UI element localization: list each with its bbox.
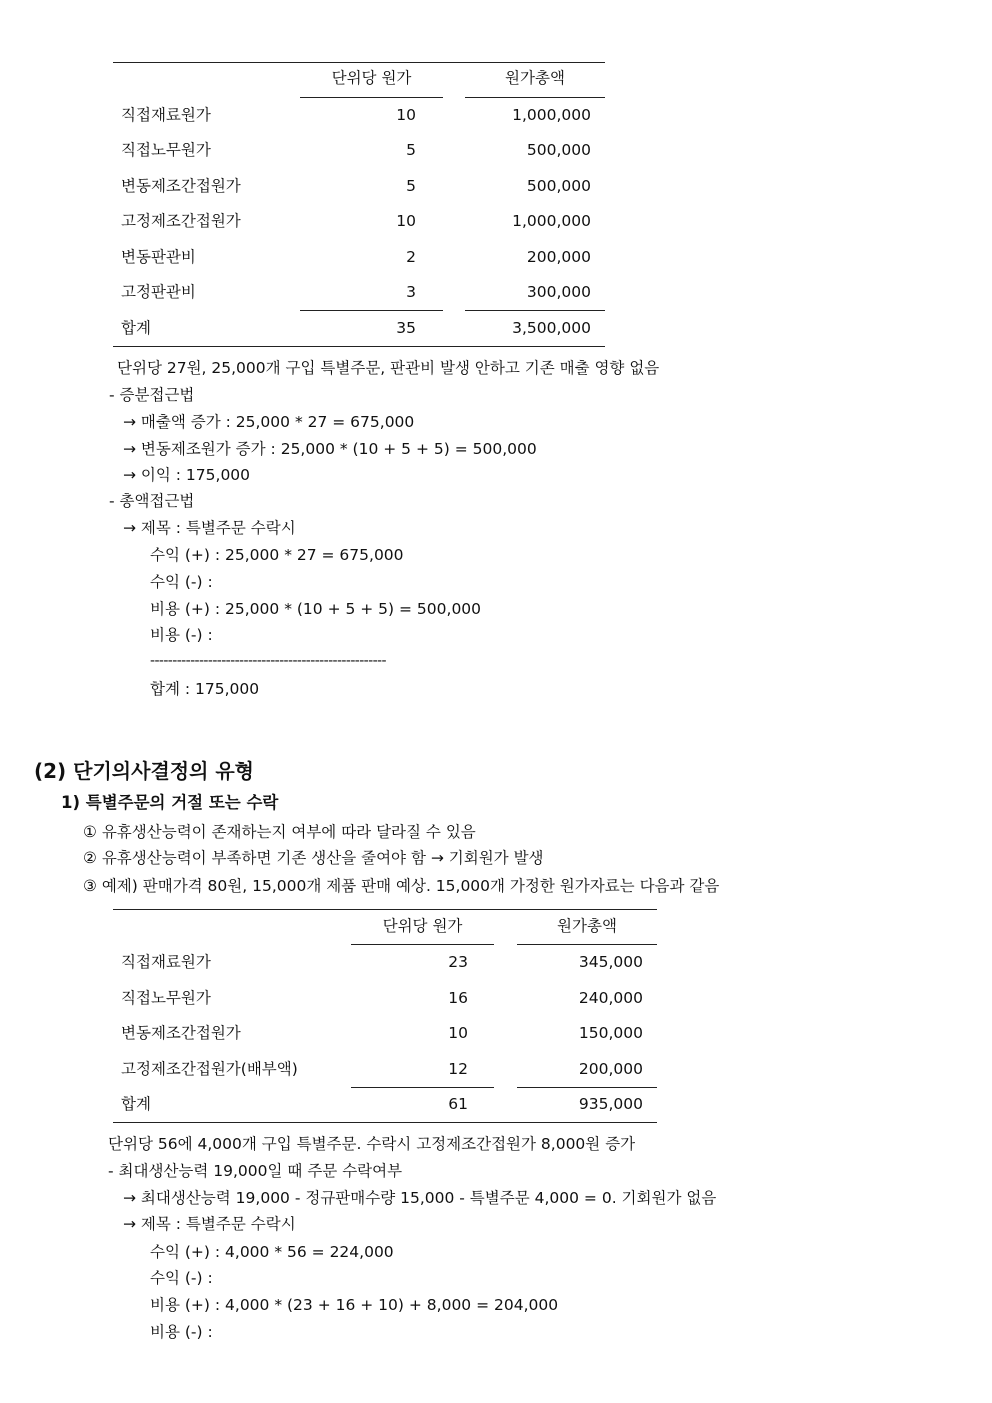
total-line-5: 비용 (-) : (150, 626, 213, 644)
dashed-separator: ----------------------------------------------------- (150, 653, 386, 669)
row-label: 고정제조간접원가 (121, 212, 241, 230)
sum-overline-total (517, 1087, 657, 1088)
row-label: 변동제조간접원가 (121, 177, 241, 195)
row-unit-cost: 5 (406, 141, 416, 159)
row-label: 변동제조간접원가 (121, 1024, 241, 1042)
special-order-intro: 단위당 27원, 25,000개 구입 특별주문, 판관비 발생 안하고 기존 매출 영향 없음 (117, 359, 660, 377)
row-label: 직접재료원가 (121, 953, 211, 971)
row-total-cost: 500,000 (526, 141, 591, 159)
total-line-6: 합계 : 175,000 (150, 680, 260, 698)
total-line-3: 수익 (-) : (150, 573, 213, 591)
incremental-line-1: → 매출액 증가 : 25,000 * 27 = 675,000 (123, 413, 415, 431)
row-label: 직접노무원가 (121, 989, 211, 1007)
column-header-unit-cost: 단위당 원가 (331, 69, 412, 87)
list-item-1: ① 유휴생산능력이 존재하는지 여부에 따라 달라질 수 있음 (83, 823, 476, 841)
sum-label: 합계 (121, 319, 151, 337)
capacity-line-5: 비용 (+) : 4,000 * (23 + 16 + 10) + 8,000 = 204,000 (150, 1296, 559, 1314)
row-label: 고정판관비 (121, 283, 196, 301)
total-line-1: → 제목 : 특별주문 수락시 (123, 519, 296, 537)
sum-total-cost: 935,000 (578, 1095, 643, 1113)
total-approach-title: - 총액접근법 (109, 492, 195, 510)
row-unit-cost: 16 (448, 989, 468, 1007)
table-top-rule (113, 909, 657, 910)
total-line-4: 비용 (+) : 25,000 * (10 + 5 + 5) = 500,000 (150, 600, 482, 618)
header-underline-unit (351, 944, 494, 945)
row-unit-cost: 12 (448, 1060, 468, 1078)
row-total-cost: 1,000,000 (512, 212, 591, 230)
incremental-line-2: → 변동제조원가 증가 : 25,000 * (10 + 5 + 5) = 500,000 (123, 440, 537, 458)
capacity-line-2: → 제목 : 특별주문 수락시 (123, 1215, 296, 1233)
header-underline-total (517, 944, 657, 945)
column-header-total-cost: 원가총액 (505, 69, 565, 87)
sum-unit-cost: 35 (396, 319, 416, 337)
row-unit-cost: 10 (396, 212, 416, 230)
row-total-cost: 500,000 (526, 177, 591, 195)
header-underline-total (465, 97, 605, 98)
column-header-total-cost: 원가총액 (557, 917, 617, 935)
row-label: 직접재료원가 (121, 106, 211, 124)
section-title: (2) 단기의사결정의 유형 (34, 759, 255, 783)
table-bottom-rule (113, 1122, 657, 1123)
row-unit-cost: 10 (396, 106, 416, 124)
sum-label: 합계 (121, 1095, 151, 1113)
row-label: 고정제조간접원가(배부액) (121, 1060, 298, 1078)
row-total-cost: 345,000 (578, 953, 643, 971)
row-total-cost: 150,000 (578, 1024, 643, 1042)
header-underline-unit (300, 97, 443, 98)
subsection-title: 1) 특별주문의 거절 또는 수락 (61, 793, 279, 812)
list-item-3: ③ 예제) 판매가격 80원, 15,000개 제품 판매 예상. 15,000개 가정한 원가자료는 다음과 같음 (83, 877, 720, 895)
table-bottom-rule (113, 346, 605, 347)
special-order-intro-2: 단위당 56에 4,000개 구입 특별주문. 수락시 고정제조간접원가 8,000원 증가 (108, 1135, 636, 1153)
sum-overline-total (465, 310, 605, 311)
column-header-unit-cost: 단위당 원가 (382, 917, 463, 935)
total-line-2: 수익 (+) : 25,000 * 27 = 675,000 (150, 546, 404, 564)
incremental-approach-title: - 증분접근법 (109, 386, 195, 404)
capacity-title: - 최대생산능력 19,000일 때 주문 수락여부 (108, 1162, 403, 1180)
table-top-rule (113, 62, 605, 63)
row-total-cost: 1,000,000 (512, 106, 591, 124)
sum-unit-cost: 61 (448, 1095, 468, 1113)
row-unit-cost: 3 (406, 283, 416, 301)
row-total-cost: 200,000 (578, 1060, 643, 1078)
row-total-cost: 240,000 (578, 989, 643, 1007)
row-unit-cost: 5 (406, 177, 416, 195)
capacity-line-1: → 최대생산능력 19,000 - 정규판매수량 15,000 - 특별주문 4,000 = 0. 기회원가 없음 (123, 1189, 717, 1207)
incremental-line-3: → 이익 : 175,000 (123, 466, 251, 484)
sum-overline-unit (351, 1087, 494, 1088)
sum-overline-unit (300, 310, 443, 311)
row-label: 변동판관비 (121, 248, 196, 266)
capacity-line-4: 수익 (-) : (150, 1269, 213, 1287)
capacity-line-6: 비용 (-) : (150, 1323, 213, 1341)
list-item-2: ② 유휴생산능력이 부족하면 기존 생산을 줄여야 함 → 기회원가 발생 (83, 849, 544, 867)
sum-total-cost: 3,500,000 (512, 319, 591, 337)
row-unit-cost: 23 (448, 953, 468, 971)
row-total-cost: 300,000 (526, 283, 591, 301)
row-total-cost: 200,000 (526, 248, 591, 266)
row-unit-cost: 2 (406, 248, 416, 266)
capacity-line-3: 수익 (+) : 4,000 * 56 = 224,000 (150, 1243, 394, 1261)
row-label: 직접노무원가 (121, 141, 211, 159)
row-unit-cost: 10 (448, 1024, 468, 1042)
